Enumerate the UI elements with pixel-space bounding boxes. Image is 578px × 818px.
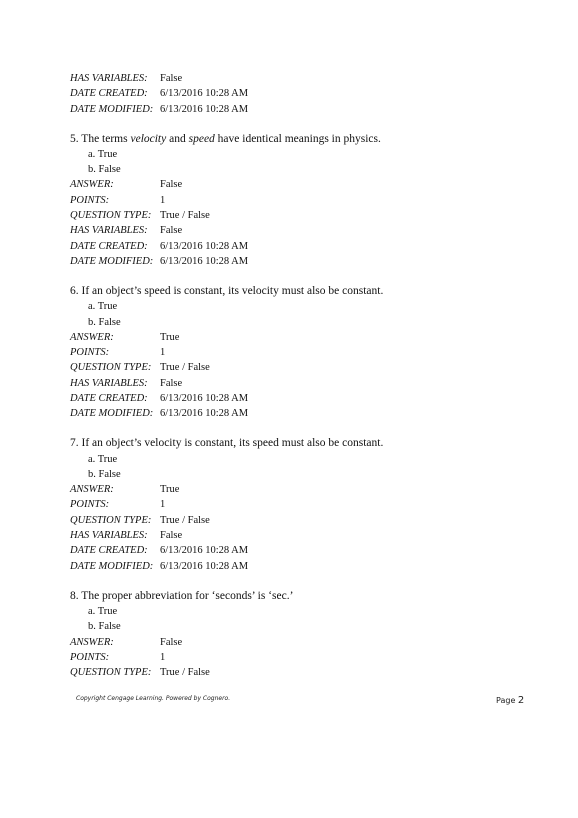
question-term-velocity: velocity (130, 132, 167, 145)
meta-row (70, 543, 540, 558)
meta-value: 6/13/2016 10:28 AM (160, 88, 249, 100)
option-true: a. True (88, 605, 118, 617)
meta-key: DATE MODIFIED: (70, 408, 154, 420)
question-term-speed: speed (188, 132, 215, 145)
meta-row (70, 254, 540, 269)
meta-key: HAS VARIABLES: (70, 530, 148, 542)
question-text: 6. If an object’s speed is constant, its velocity must also be constant. (70, 284, 384, 297)
meta-value: False (160, 179, 183, 191)
option-true: a. True (88, 453, 118, 465)
meta-row (70, 239, 540, 254)
page-number: 2 (517, 695, 525, 706)
meta-key: DATE MODIFIED: (70, 560, 154, 572)
meta-value: False (160, 225, 183, 237)
question-6 (70, 284, 540, 422)
meta-value: False (160, 73, 183, 84)
meta-row (70, 71, 540, 86)
meta-key: DATE MODIFIED: (70, 255, 154, 267)
meta-row (70, 208, 540, 223)
question-text-suffix: have identical meanings in physics. (214, 132, 381, 145)
meta-row (70, 665, 540, 680)
question-5 (70, 132, 540, 270)
meta-row (70, 406, 540, 421)
meta-key: ANSWER: (70, 636, 114, 648)
meta-value: 1 (160, 347, 166, 359)
meta-value: True / False (160, 514, 210, 526)
question-7 (70, 436, 540, 574)
meta-row (70, 528, 540, 543)
meta-value: True / False (160, 362, 210, 374)
meta-row (70, 223, 540, 238)
meta-value: False (160, 377, 183, 389)
meta-key: QUESTION TYPE: (70, 667, 152, 679)
meta-key: DATE CREATED: (70, 240, 148, 252)
meta-key: ANSWER: (70, 484, 114, 496)
meta-row (70, 330, 540, 345)
meta-row (70, 177, 540, 192)
page-label: Page (496, 696, 516, 705)
meta-key: ANSWER: (70, 331, 114, 343)
question-text-prefix: 5. The terms (70, 132, 131, 145)
meta-value: 6/13/2016 10:28 AM (160, 560, 249, 572)
meta-key: DATE CREATED: (70, 393, 148, 405)
question-text: 7. If an object’s velocity is constant, its speed must also be constant. (70, 437, 384, 450)
meta-key: QUESTION TYPE: (70, 514, 152, 526)
meta-key: POINTS: (70, 194, 110, 206)
meta-row (70, 559, 540, 574)
meta-value: 1 (160, 651, 166, 663)
meta-value: 6/13/2016 10:28 AM (160, 408, 249, 420)
meta-key: POINTS: (70, 499, 110, 511)
question-text-mid: and (166, 132, 189, 145)
meta-value: True / False (160, 210, 210, 222)
meta-row (70, 497, 540, 512)
meta-row (70, 513, 540, 528)
meta-row (70, 376, 540, 391)
meta-value: 6/13/2016 10:28 AM (160, 103, 249, 115)
meta-value: 6/13/2016 10:28 AM (160, 255, 249, 267)
question-text (70, 132, 540, 147)
meta-key: QUESTION TYPE: (70, 210, 152, 222)
meta-key: ANSWER: (70, 179, 114, 191)
meta-key: HAS VARIABLES: (70, 73, 148, 84)
meta-value: False (160, 636, 183, 648)
meta-key: DATE CREATED: (70, 545, 148, 557)
meta-row (70, 650, 540, 665)
option-true: a. True (88, 148, 118, 160)
page-content (70, 71, 540, 680)
meta-value: True (160, 331, 180, 343)
option-false: b. False (88, 316, 121, 328)
meta-value: False (160, 530, 183, 542)
meta-value: 6/13/2016 10:28 AM (160, 393, 249, 405)
meta-row (70, 193, 540, 208)
option-false: b. False (88, 621, 121, 633)
meta-value: 6/13/2016 10:28 AM (160, 240, 249, 252)
meta-row (70, 391, 540, 406)
meta-value: True (160, 484, 180, 496)
meta-key: POINTS: (70, 347, 110, 359)
meta-row (70, 635, 540, 650)
meta-row (70, 345, 540, 360)
meta-value: 1 (160, 499, 166, 511)
meta-value: 1 (160, 194, 166, 206)
meta-key: DATE MODIFIED: (70, 103, 154, 115)
footer-copyright: Copyright Cengage Learning. Powered by Cognero. (76, 695, 231, 702)
meta-value: True / False (160, 667, 210, 679)
meta-key: HAS VARIABLES: (70, 225, 148, 237)
option-false: b. False (88, 164, 121, 176)
top-metadata (70, 71, 540, 117)
meta-row (70, 102, 540, 117)
meta-key: HAS VARIABLES: (70, 377, 148, 389)
meta-key: POINTS: (70, 651, 110, 663)
meta-key: DATE CREATED: (70, 88, 148, 100)
question-8 (70, 589, 540, 681)
option-false: b. False (88, 468, 121, 480)
footer-page-number (496, 695, 524, 706)
option-true: a. True (88, 301, 118, 313)
meta-row (70, 360, 540, 375)
meta-value: 6/13/2016 10:28 AM (160, 545, 249, 557)
meta-key: QUESTION TYPE: (70, 362, 152, 374)
meta-row (70, 482, 540, 497)
meta-row (70, 86, 540, 101)
question-text: 8. The proper abbreviation for ‘seconds’ is ‘sec.’ (70, 589, 294, 602)
